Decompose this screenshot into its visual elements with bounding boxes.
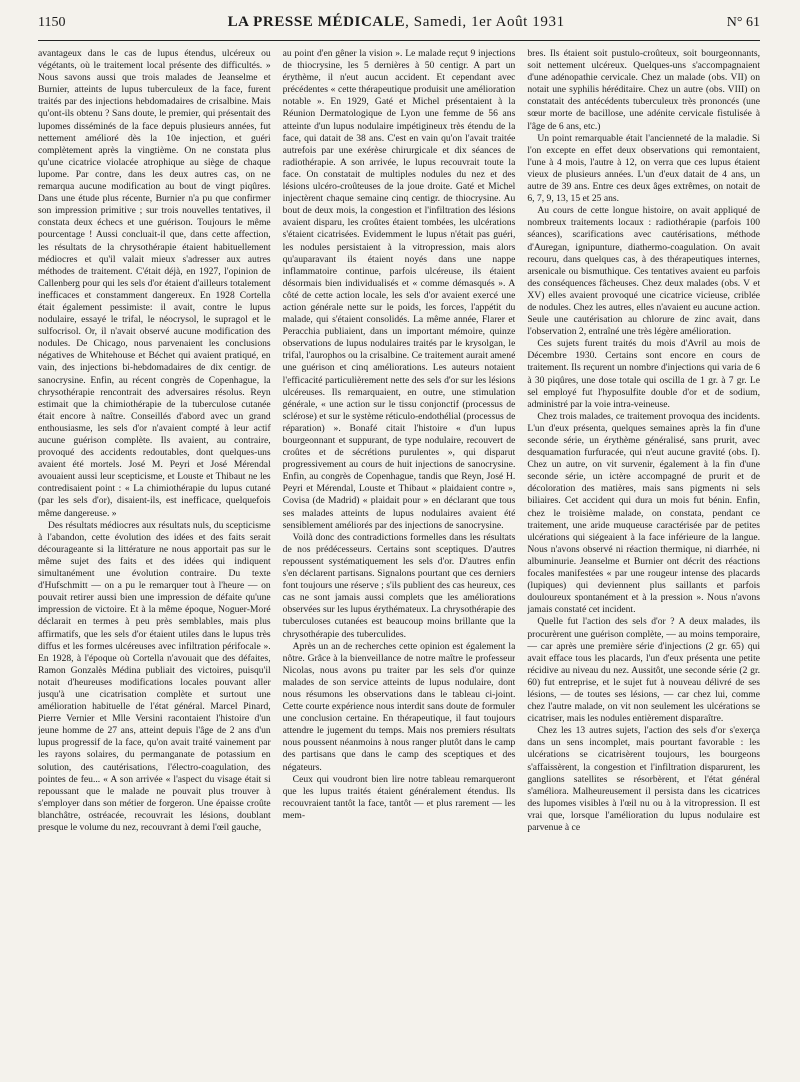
header-rule — [38, 40, 760, 41]
paragraph: au point d'en gêner la vision ». Le malade reçut 9 injections de thiocrysine, les 5 dernières à 50 centigr. A part un érythème, il n'eut aucun accident. Et cependant avec précédentes « cette thérapeutique produisit une amélioration notable ». En 1929, Gaté et Michel présentaient à la Réunion Dermatologique de Lyon une femme de 56 ans atteinte d'un lupus nodulaire impétigineux très étendu de la face, qui datait de 38 ans. C'est en vain qu'on l'avait traitée autrefois par une exérèse chirurgicale et dix séances de radiothérapie. A son arrivée, le lupus recouvrait toute la face. On constatait de multiples nodules du nez et des lésions ulcéro-croûteuses de la joue droite. Gaté et Michel injectèrent chaque semaine cinq centigr. de thiocrysine. Au bout de deux mois, la congestion et l'infiltration des lésions avaient disparu, les croûtes étaient tombées, les ulcérations s'étaient cicatrisées. Evidemment le lupus n'était pas guéri, les nodules persistaient à la vitropression, mais alors qu'auparavant ils étaient noyés dans une nappe inflammatoire continue, parfois ulcéreuse, ils étaient désormais bien individualisés et « comme démasqués ». A côté de cette action locale, les sels d'or avaient exercé une action générale nette sur le poids, les forces, l'appétit du malade, qui s'étaient consolidés. La même année, Flarer et Peracchia publiaient, dans un important mémoire, quinze observations de lupus nodulaires traités par le krysolgan, le trifal, l'aurophos ou la crisalbine. Ce traitement aurait amené une guérison et cinq améliorations. Les auteurs notaient l'efficacité particulièrement nette des sels d'or sur les lésions ulcéreuses. Ils remarquaient, en outre, une stimulation générale, « une action sur le tissu conjonctif (processus de sclérose) et sur le système réticulo-endothélial (processus de réparation) ». Bonafé citait l'histoire « d'un lupus bourgeonnant et suppurant, de type nodulaire, recouvert de croûtes et de sécrétions purulentes », qui disparut progressivement au cours de huit injections de sanocrysine. Enfin, au congrès de Copenhague, tandis que Reyn, José H. Peyri et Mérendal, Louste et Thibaut « plaidaient contre », Covisa (de Madrid) « plaidait pour » en déclarant que tous ses malades atteints de lupus nodulaires avaient été sensiblement améliorés par des injections de sanocrysine. — [282, 48, 516, 531]
paragraph: Ces sujets furent traités du mois d'Avril au mois de Décembre 1930. Certains sont encore en cours de traitement. Ils reçurent un nombre d'injections qui varia de 6 à 30 piqûres, une dose totale qui oscilla de 1 gr. à 7 gr. Le sel employé fut l'hyposulfite double d'or et de sodium, administré par la voie intra-veineuse. — [527, 338, 761, 410]
column-middle — [283, 48, 516, 1072]
page-number: 1150 — [38, 15, 66, 30]
paragraph: Chez les 13 autres sujets, l'action des sels d'or s'exerça dans un sens incomplet, mais pourtant favorable : les ulcérations se cicatrisèrent toujours, les bourgeons s'affaissèrent, la congestion et l'infiltration disparurent, les ganglions satellites se résorbèrent, et l'état général s'améliora. Malheureusement il persista dans les cicatrices des lupomes visibles à l'œil nu ou à la vitropression. Il est vrai que, lorsque l'amélioration du lupus nodulaire est parvenue à ce — [527, 725, 761, 833]
paragraph: Voilà donc des contradictions formelles dans les résultats de nos prédécesseurs. Certains sont sceptiques. D'autres repoussent systématiquement les sels d'or. D'autres enfin s'en déclarent partisans. Signalons pourtant que ces derniers font toujours une réserve ; s'ils publient des cas heureux, ces cas ne sont jamais aussi complets que les améliorations observées sur les lupus érythémateux. La chrysothérapie des tuberculoses cutanées est beaucoup moins brillante que la chrysothérapie des tuberculides. — [282, 531, 516, 640]
column-right — [527, 48, 760, 1072]
paragraph: Ceux qui voudront bien lire notre tableau remarqueront que les lupus traités étaient généralement étendus. Ils recouvraient tantôt la face, tantôt — et plus rarement — les mem- — [282, 773, 516, 821]
paragraph: Des résultats médiocres aux résultats nuls, du scepticisme à l'abandon, cette évolution des idées et des faits serait décourageante si la littérature ne nous apportait pas sur le même sujet des faits et des idées qui indiquent simultanément une évolution contraire. Du texte d'Hufschmitt — on a pu le remarquer tout à l'heure — on pouvait retirer aussi bien une impression de défaite qu'une impression de victoire. Et à la même époque, Noguer-Moré déclarait en termes à peu près semblables, mais plus affirmatifs, que les sels d'or étaient utiles dans le lupus très diffus et les formes ulcéreuses avec infiltration périfocale ». En 1928, à l'époque où Cortella n'avouait que des défaites, Ramon Gonzalès Médina publiait des victoires, puisqu'il notait d'heureuses modifications locales pouvant aller jusqu'à une cicatrisation complète et surtout une amélioration habituelle de l'état général. Marcel Pinard, Pierre Vernier et Mlle Versini racontaient l'histoire d'un jeune homme de 27 ans, atteint depuis l'âge de 2 ans d'un lupus progressif de la face, qu'on avait traité vainement par les rayons solaires, du permanganate de potassium en solution, des cautérisations, l'électro-coagulation, des pointes de feu... « A son arrivée « l'aspect du visage était si repoussant que le malade ne pouvait plus trouver à s'employer dans son métier de forgeron. Une épaisse croûte blanchâtre, ostréacée, recouvrait les lésions, doublant presque le volume du nez, recouvrant à demi l'œil gauche, — [38, 519, 271, 833]
paragraph: bres. Ils étaient soit pustulo-croûteux, soit bourgeonnants, soit nettement ulcéreux. Quelques-uns s'accompagnaient d'une adénopathie cervicale. Chez un malade (obs. VII) on notait une syphilis héréditaire. Chez un autre (obs. VIII) on constatait des antécédents tuberculeux très prononcés (une sœur morte de bacillose, une adénite cervicale fistulisée à l'âge de 6 ans, etc.) — [527, 48, 761, 132]
paragraph: Après un an de recherches cette opinion est également la nôtre. Grâce à la bienveillance de notre maître le professeur Nicolas, nous avons pu traiter par les sels d'or quinze malades de son service atteints de lupus nodulaire, dont nous résumons les observations dans le tableau ci-joint. Cette courte expérience nous interdit sans doute de formuler une conclusion certaine. En thérapeutique, il faut toujours attendre le jugement du temps. Mais nos premiers résultats nous poussent néanmoins à nous ranger plutôt dans le camp des partisans que dans le camp des sceptiques et des négateurs. — [282, 640, 516, 773]
journal-title — [228, 14, 565, 31]
paragraph: Au cours de cette longue histoire, on avait appliqué de nombreux traitements locaux : radiothérapie (parfois 100 séances), scarifications avec cautérisations, méthode d'Auregan, ignipunture, diathermo-coagulation. On avait recouru, dans quelques cas, à des thérapeutiques internes, arsenicale ou bismuthique. Ces tentatives avaient eu parfois des conséquences fâcheuses. Chez deux malades (obs. V et XV) elles avaient provoqué une cicatrice vicieuse, criblée de nodules. Chez les autres, elles n'avaient eu aucune action. Seule une cautérisation au chlorure de zinc avait, dans l'observation 2, entraîné une très légère amélioration. — [527, 205, 761, 338]
paragraph: avantageux dans le cas de lupus étendus, ulcéreux ou végétants, où le traitement local présente des difficultés. » Nous savons aussi que trois malades de Jeanselme et Burnier, atteints de lupus tuberculeux de la face, furent traités par des injections hebdomadaires de crisalbine. Mais qu'ont-ils obtenu ? Sans doute, le premier, qui présentait des lupomes disséminés de la face depuis plusieurs années, fut nettement amélioré dès la 10e injection, et guéri complètement après la vingtième. On ne constata plus qu'une cicatrice violacée atrophique au siège de chaque lupome. Par contre, dans les deux autres cas, on ne remarqua aucune modification au bout de vingt piqûres. Dans une étude plus récente, Burnier n'a pu que confirmer son impression primitive ; sur trois nouvelles tentatives, il constata deux échecs et une guérison. Toujours le même pourcentage ! Aussi concluait-il que, dans cette affection, les résultats de la chrysothérapie étaient habituellement médiocres et qu'il valait mieux s'adresser aux autres méthodes de traitement. C'était déjà, en 1927, l'opinion de Callenberg pour qui les sels d'or étaient d'ailleurs totalement inefficaces et constamment dangereux. En 1928 Cortella était également pessimiste: il avait, contre le lupus nodulaire, essayé le trifal, le néocrysol, le supragol et le sulfocrisol. Or, il n'avait observé aucune modification des nodules. De Chicago, nous parvenaient les conclusions négatives de Whitehouse et Béchet qui avaient pratiqué, en vain, des injections bi-hebdomadaires de dix centigr. de sanocrysine. Enfin, au récent congrès de Copenhague, la chrysothérapie rencontrait des adversaires résolus. Reyn estimait que la chimiothérapie de la tuberculose cutanée était encore à naître. Conseillés d'abord avec un grand enthousiasme, les sels d'or n'avaient compté à leur actif aucune guérison complète. Ils avaient, au contraire, provoqué des accidents redoutables, dont quelques-uns avaient été mortels. José M. Peyri et José Mérendal avouaient aussi leur scepticisme, et Louste et Thibaut ne les contredisaient point : « La chimiothérapie du lupus cutané (par les sels d'or), disaient-ils, est inefficace, quelquefois même dangereuse. » — [38, 48, 271, 519]
issue-number: N° 61 — [726, 15, 760, 30]
paragraph: Un point remarquable était l'ancienneté de la maladie. Si l'on excepte en effet deux observations qui remontaient, l'une à 4 mois, l'autre à 12, on verra que ces lupus étaient vieux de plusieurs années. L'un d'eux datait de 4 ans, un autre de 39 ans. Entre ces deux âges extrêmes, on notait de 6, 7, 9, 13, 15 et 25 ans. — [527, 132, 761, 205]
paragraph: Chez trois malades, ce traitement provoqua des incidents. L'un d'eux présenta, quelques semaines après la fin d'une seconde série, un érythème généralisé, sans prurit, avec desquamation furfuracée, qui n'eut aucune gravité (obs. I). Chez un autre, on vit survenir, également à la fin d'une seconde série, un ictère accompagné de prurit et de décoloration des matières, mais sans pigments ni sels biliaires. Cet accident qui dura un mois fut bénin. Enfin, chez le troisième malade, on constata, pendant ce traitement, une aride muqueuse caractérisée par de petites ulcérations qui siégeaient à la face inférieure de la langue. Nous n'avons observé ni réaction thermique, ni diarrhée, ni albuminurie. Jeanselme et Burnier ont décrit des réactions focales manifestées « par une rougeur intense des placards (lupiques) qui deviennent plus saillants et parfois douloureux spontanément et à la pression ». Nous n'avons jamais constaté cet incident. — [527, 410, 761, 616]
journal-name: LA PRESSE MÉDICALE — [227, 14, 406, 30]
page-header — [38, 14, 760, 38]
column-left — [38, 48, 271, 1072]
issue-date: , Samedi, 1er Août 1931 — [405, 14, 565, 30]
paragraph: Quelle fut l'action des sels d'or ? A deux malades, ils procurèrent une guérison complète, — au moins temporaire, — car après une première série d'injections (2 gr. 65) qui avait efface tous les placards, l'un d'eux présenta une petite récidive au niveau du nez. Aussitôt, une seconde série (2 gr. 60) fut entreprise, et le sujet fut à nouveau délivré de ses lésions, — de toutes ses lésions, — car chez lui, comme chez l'autre malade, on vit non seulement les ulcérations se cicatriser, mais les nodules entièrement disparaître. — [527, 616, 761, 725]
text-columns — [38, 48, 760, 1072]
